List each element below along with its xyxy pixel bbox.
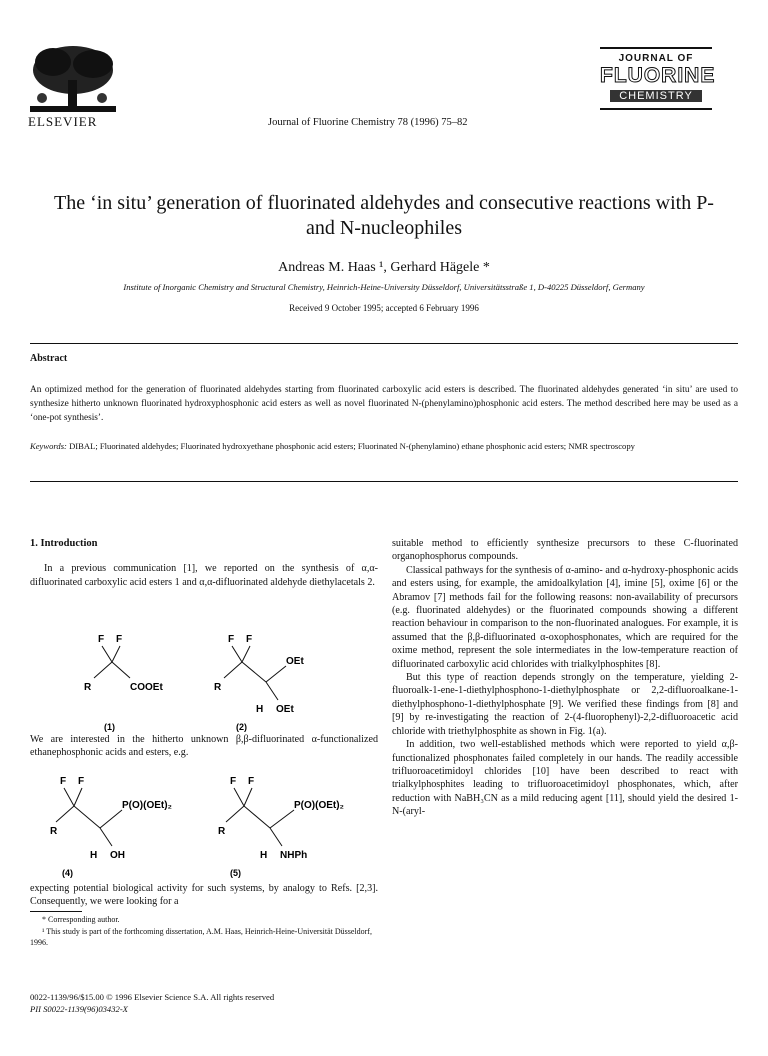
group-r: R xyxy=(84,682,92,693)
atom-h: H xyxy=(256,704,264,715)
atom-f: F xyxy=(78,776,85,787)
structure-1 xyxy=(84,634,163,732)
journal-reference: Journal of Fluorine Chemistry 78 (1996) 75–82 xyxy=(268,117,468,128)
group-oet: OEt xyxy=(276,704,294,715)
keywords xyxy=(30,440,738,453)
group-r: R xyxy=(218,826,226,837)
atom-h: H xyxy=(90,850,98,861)
pii-line: PII S0022-1139(96)03432-X xyxy=(30,1004,128,1014)
atom-f: F xyxy=(248,776,255,787)
article-authors: Andreas M. Haas ¹, Gerhard Hägele * xyxy=(278,260,490,275)
keywords-label: Keywords: xyxy=(30,441,67,451)
received-dates: Received 9 October 1995; accepted 6 February 1996 xyxy=(289,303,479,313)
structure-4 xyxy=(50,776,172,878)
atom-f: F xyxy=(116,634,123,645)
footnote-corresponding: * Corresponding author. xyxy=(42,915,120,924)
copyright-line: 0022-1139/96/$15.00 © 1996 Elsevier Science S.A. All rights reserved xyxy=(30,992,275,1002)
structures-4-5 xyxy=(50,770,370,885)
group-oet: OEt xyxy=(286,656,304,667)
footnotes xyxy=(30,914,378,949)
group-oh: OH xyxy=(110,850,125,861)
abstract-heading: Abstract xyxy=(30,353,68,364)
structure-5 xyxy=(218,776,344,878)
structure-label: (5) xyxy=(230,868,241,878)
group-phosphonate: P(O)(OEt)₂ xyxy=(294,800,344,811)
structures-1-2 xyxy=(70,630,360,750)
atom-f: F xyxy=(228,634,235,645)
elsevier-tree-logo xyxy=(28,40,118,114)
right-column xyxy=(392,537,738,819)
intro-paragraph-2: We are interested in the hitherto unknown β,β-difluorinated α-functionalized ethanephosphonic acids and esters, e.g. xyxy=(30,734,378,759)
structure-2 xyxy=(214,634,304,732)
atom-f: F xyxy=(246,634,253,645)
intro-paragraph-3: expecting potential biological activity for such systems, by analogy to Refs. [2,3]. Consequently, we were looking for a xyxy=(30,883,378,908)
article-title: The ‘in situ’ generation of fluorinated aldehydes and consecutive reactions with P- and N-nucleophiles xyxy=(54,192,714,239)
atom-f: F xyxy=(230,776,237,787)
journal-logo xyxy=(600,45,716,112)
footnote-dissertation: ¹ This study is part of the forthcoming dissertation, A.M. Haas, Heinrich-Heine-Universität Düsseldorf, 1996. xyxy=(30,926,372,947)
journal-logo-line1: JOURNAL OF xyxy=(618,53,694,64)
structure-label: (2) xyxy=(236,722,247,732)
right-paragraph-3: But this type of reaction depends strongly on the temperature, yielding 2-fluoroalk-1-ene-1-diethylphosphono-1-diethylphosphate or 2,2-difluoroalkane-1-diethylphosphono-1-diethylphosphate [9]. We verified these findings from [8] and [9] by re-investigating the reaction of 2-(4-fluorophenyl)-2,2-difluoroacetic acid chloride with triethylphosphite as shown in Fig. 1(a). xyxy=(392,672,738,737)
intro-paragraph-1: In a previous communication [1], we reported on the synthesis of α,α-difluorinated carboxylic acid esters 1 and α,α-difluorinated aldehyde diethylacetals 2. xyxy=(30,563,378,588)
group-r: R xyxy=(214,682,222,693)
publisher-name: ELSEVIER xyxy=(28,114,98,129)
abstract-text: An optimized method for the generation of fluorinated aldehydes starting from fluorinated carboxylic acid esters is described. The fluorinated aldehydes generated ‘in situ’ are used to synthesize hitherto unknown fluorinated hydroxyphosphonic acid esters as well as novel fluorinated N-(phenylamino)phosphonic acid esters. The method described here may be used as a ‘one-pot synthesis’. xyxy=(30,385,738,423)
right-paragraph-2: Classical pathways for the synthesis of α-amino- and α-hydroxy-phosphonic acids and esters using, for example, the amidoalkylation [4], imine [5], oxime [6] or the Abramov [7] methods fail for the following reasons: non-availability of precursors (e.g. fluorinated aldehydes) or the fluorinated compounds showing a different reaction behaviour in comparison to the non-fluorinated analogues. For example, it is assumed that the β,β-difluorinated α-oxophosphonates, which are required for the oxime method, represent the sole intermediates in the low-temperature reaction of difluorinated carboxylic acid chlorides with trialkylphosphites [8]. xyxy=(392,564,738,670)
journal-logo-line3: CHEMISTRY xyxy=(610,90,702,102)
group-nhph: NHPh xyxy=(280,850,308,861)
author-affiliation: Institute of Inorganic Chemistry and Structural Chemistry, Heinrich-Heine-University Düsseldorf, Universitätsstraße 1, D-40225 Düsseldorf, Germany xyxy=(123,282,645,292)
structure-label: (4) xyxy=(62,868,73,878)
group-phosphonate: P(O)(OEt)₂ xyxy=(122,800,172,811)
structure-label: (1) xyxy=(104,722,115,732)
abstract-top-rule xyxy=(30,343,738,344)
abstract-bottom-rule xyxy=(30,481,738,482)
footnote-rule xyxy=(30,911,82,912)
group-cooet: COOEt xyxy=(130,682,163,693)
right-paragraph-1: suitable method to efficiently synthesize precursors to these C-fluorinated organophosphorus compounds. xyxy=(392,538,738,563)
left-column xyxy=(30,537,378,589)
keywords-list: DIBAL; Fluorinated aldehydes; Fluorinated hydroxyethane phosphonic acid esters; Fluorinated N-(phenylamino) ethane phosphonic acid esters; NMR spectroscopy xyxy=(69,441,635,451)
copyright-block xyxy=(30,991,378,1015)
atom-f: F xyxy=(60,776,67,787)
atom-f: F xyxy=(98,634,105,645)
group-r: R xyxy=(50,826,58,837)
journal-logo-line2: FLUORINE xyxy=(600,64,716,87)
section-heading: 1. Introduction xyxy=(30,538,98,549)
atom-h: H xyxy=(260,850,268,861)
right-paragraph-4: In addition, two well-established methods which were reported to yield α,β-functionalized phosphonates failed completely in our hands. The readily accessible trifluoroacetimidoyl chlorides [10] have been described to react with trialkylphosphites leading to trifluoroacetimidoyl phosphonates, which, after reduction with NaBH₃CN as a mild reducing agent [11], should yield the desired 1-N-(aryl- xyxy=(392,739,738,818)
